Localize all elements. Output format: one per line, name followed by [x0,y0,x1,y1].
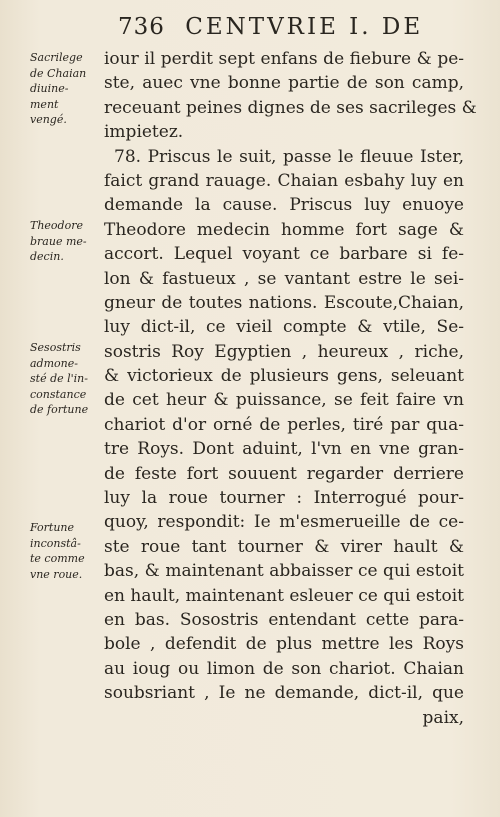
text-line: gneur de toutes nations. Escoute,Chaian, [104,292,464,313]
text-line: Theodore medecin homme fort sage & [104,219,464,240]
text-line: bole , defendit de plus mettre les Roys [104,634,464,655]
text-line: ste roue tant tourner & virer hault & [104,536,464,557]
text-line: 78. Priscus le suit, passe le fleuue Ister, [114,146,464,167]
text-line: quoy, respondit: Ie m'esmerueille de ce- [104,512,464,533]
text-line: iour il perdit sept enfans de fiebure & pe- [104,49,464,69]
text-line: bas, & maintenant abbaisser ce qui estoit [104,561,464,582]
text-line: en bas. Sosostris entendant cette para- [104,609,464,630]
text-line: faict grand rauage. Chaian esbahy luy en [104,170,464,191]
text-line: sostris Roy Egyptien , heureux , riche, [104,341,464,362]
text-line: de cet heur & puissance, se feit faire vn [104,390,464,411]
text-line: lon & fastueux , se vantant estre le sei- [104,268,464,289]
text-line: demande la cause. Priscus luy enuoye [104,195,464,216]
margin-note-fortune: Fortune inconstâ- te comme vne roue. [30,521,85,581]
text-line: au ioug ou limon de son chariot. Chaian [104,658,464,679]
text-line: tre Roys. Dont aduint, l'vn en vne gran- [104,439,464,460]
margin-note-sacrilege: Sacrilege de Chaian diuine- ment vengé. [30,51,87,126]
text-line: chariot d'or orné de perles, tiré par qua- [104,414,464,435]
text-line: en hault, maintenant esleuer ce qui estoit [104,585,464,606]
margin-note-theodore: Theodore braue me- decin. [30,219,87,263]
running-header [118,14,458,44]
page-number: 736 [118,14,165,40]
text-line: impietez. [104,122,184,143]
catchword: paix, [422,707,464,728]
text-line: receuant peines dignes de ses sacrileges & [104,97,477,118]
text-line: de feste fort souuent regarder derriere [104,463,464,484]
text-line: ste, auec vne bonne partie de son camp, [104,73,464,94]
text-line: luy la roue tourner : Interrogué pour- [104,488,464,509]
text-line: & victorieux de plusieurs gens, seleuant [104,366,464,387]
margin-note-sesostris: Sesostris admone- sté de l'in- constance de fortune [30,341,89,416]
running-title: CENTVRIE I. DE [185,14,424,40]
body-text [104,47,477,730]
text-line: soubsriant , Ie ne demande, dict-il, que [104,683,464,704]
text-line: accort. Lequel voyant ce barbare si fe- [104,244,464,265]
text-line: luy dict-il, ce vieil compte & vtile, Se- [104,317,464,338]
